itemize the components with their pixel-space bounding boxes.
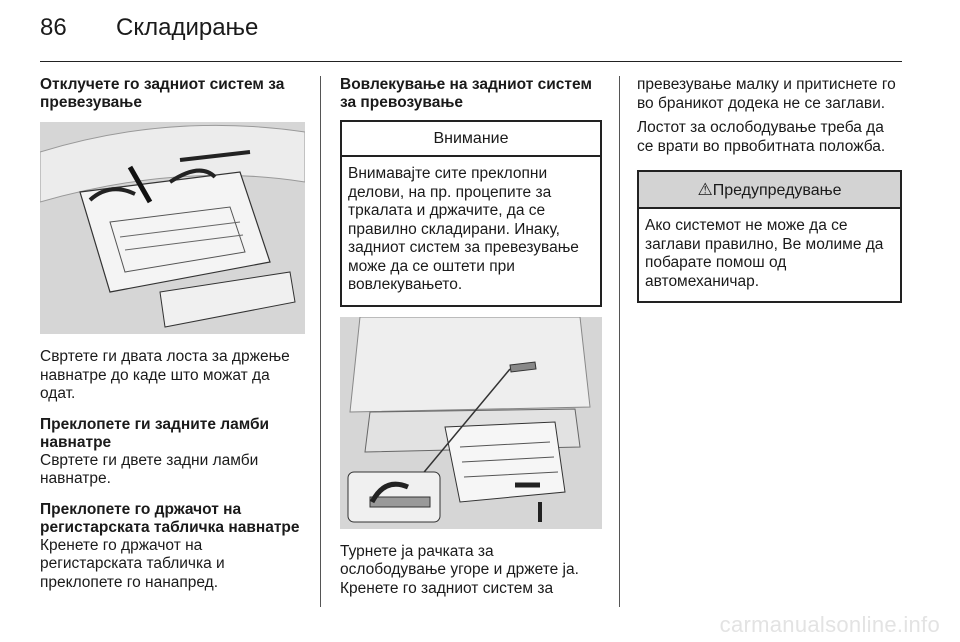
page-header xyxy=(40,14,258,54)
warning-body: Ако системот не може да се заглави правилно, Ве молиме да побарате помош од автомеханичар. xyxy=(645,217,884,290)
warning-title: Предупредување xyxy=(712,182,842,199)
notice-body: Внимавајте сите преклопни делови, на пр. процепите за тркалата и држачите, да се правилно складирани. Инаку, задниот систем за превезување може да се оштети при вовлекувањето. xyxy=(348,165,579,293)
watermark: carmanualsonline.info xyxy=(719,612,940,637)
warning-box xyxy=(637,170,902,303)
heading-retract: Вовлекување на задниот систем за превозување xyxy=(340,76,592,111)
paragraph-release-handle: Турнете ја рачката за ослободување угоре и држете ја. Кренете го задниот систем за xyxy=(340,542,579,597)
warning-triangle-icon: ⚠ xyxy=(697,180,713,199)
paragraph-push-in: превезување малку и притиснете го во браникот додека не се заглави. xyxy=(637,76,896,112)
warning-header xyxy=(639,172,900,209)
column-3 xyxy=(637,76,902,303)
page-number: 86 xyxy=(40,14,67,41)
heading-unlock: Отклучете го задниот систем за превезување xyxy=(40,76,285,111)
notice-box xyxy=(340,120,602,307)
paragraph-lever-return: Лостот за ослободување треба да се врати во првобитната положба. xyxy=(637,119,886,155)
paragraph-plate-holder: Кренете го држачот на регистарската табличка и преклопете го нанапред. xyxy=(40,536,225,591)
paragraph-rear-lamps: Свртете ги двете задни ламби навнатре. xyxy=(40,451,259,487)
paragraph-levers: Свртете ги двата лоста за држење навнатре до каде што можат да одат. xyxy=(40,348,290,402)
column-1 xyxy=(40,76,305,592)
notice-title: Внимание xyxy=(342,122,600,157)
heading-plate-holder: Преклопете го држачот на регистарската табличка навнатре xyxy=(40,500,300,536)
column-divider xyxy=(320,76,321,607)
section-title: Складирање xyxy=(116,14,259,41)
column-2 xyxy=(340,76,602,598)
column-divider xyxy=(619,76,620,607)
illustration-release-handle xyxy=(340,317,602,529)
heading-rear-lamps: Преклопете ги задните ламби навнатре xyxy=(40,415,270,451)
illustration-rear-carrier-levers xyxy=(40,122,305,334)
header-rule xyxy=(40,61,902,62)
